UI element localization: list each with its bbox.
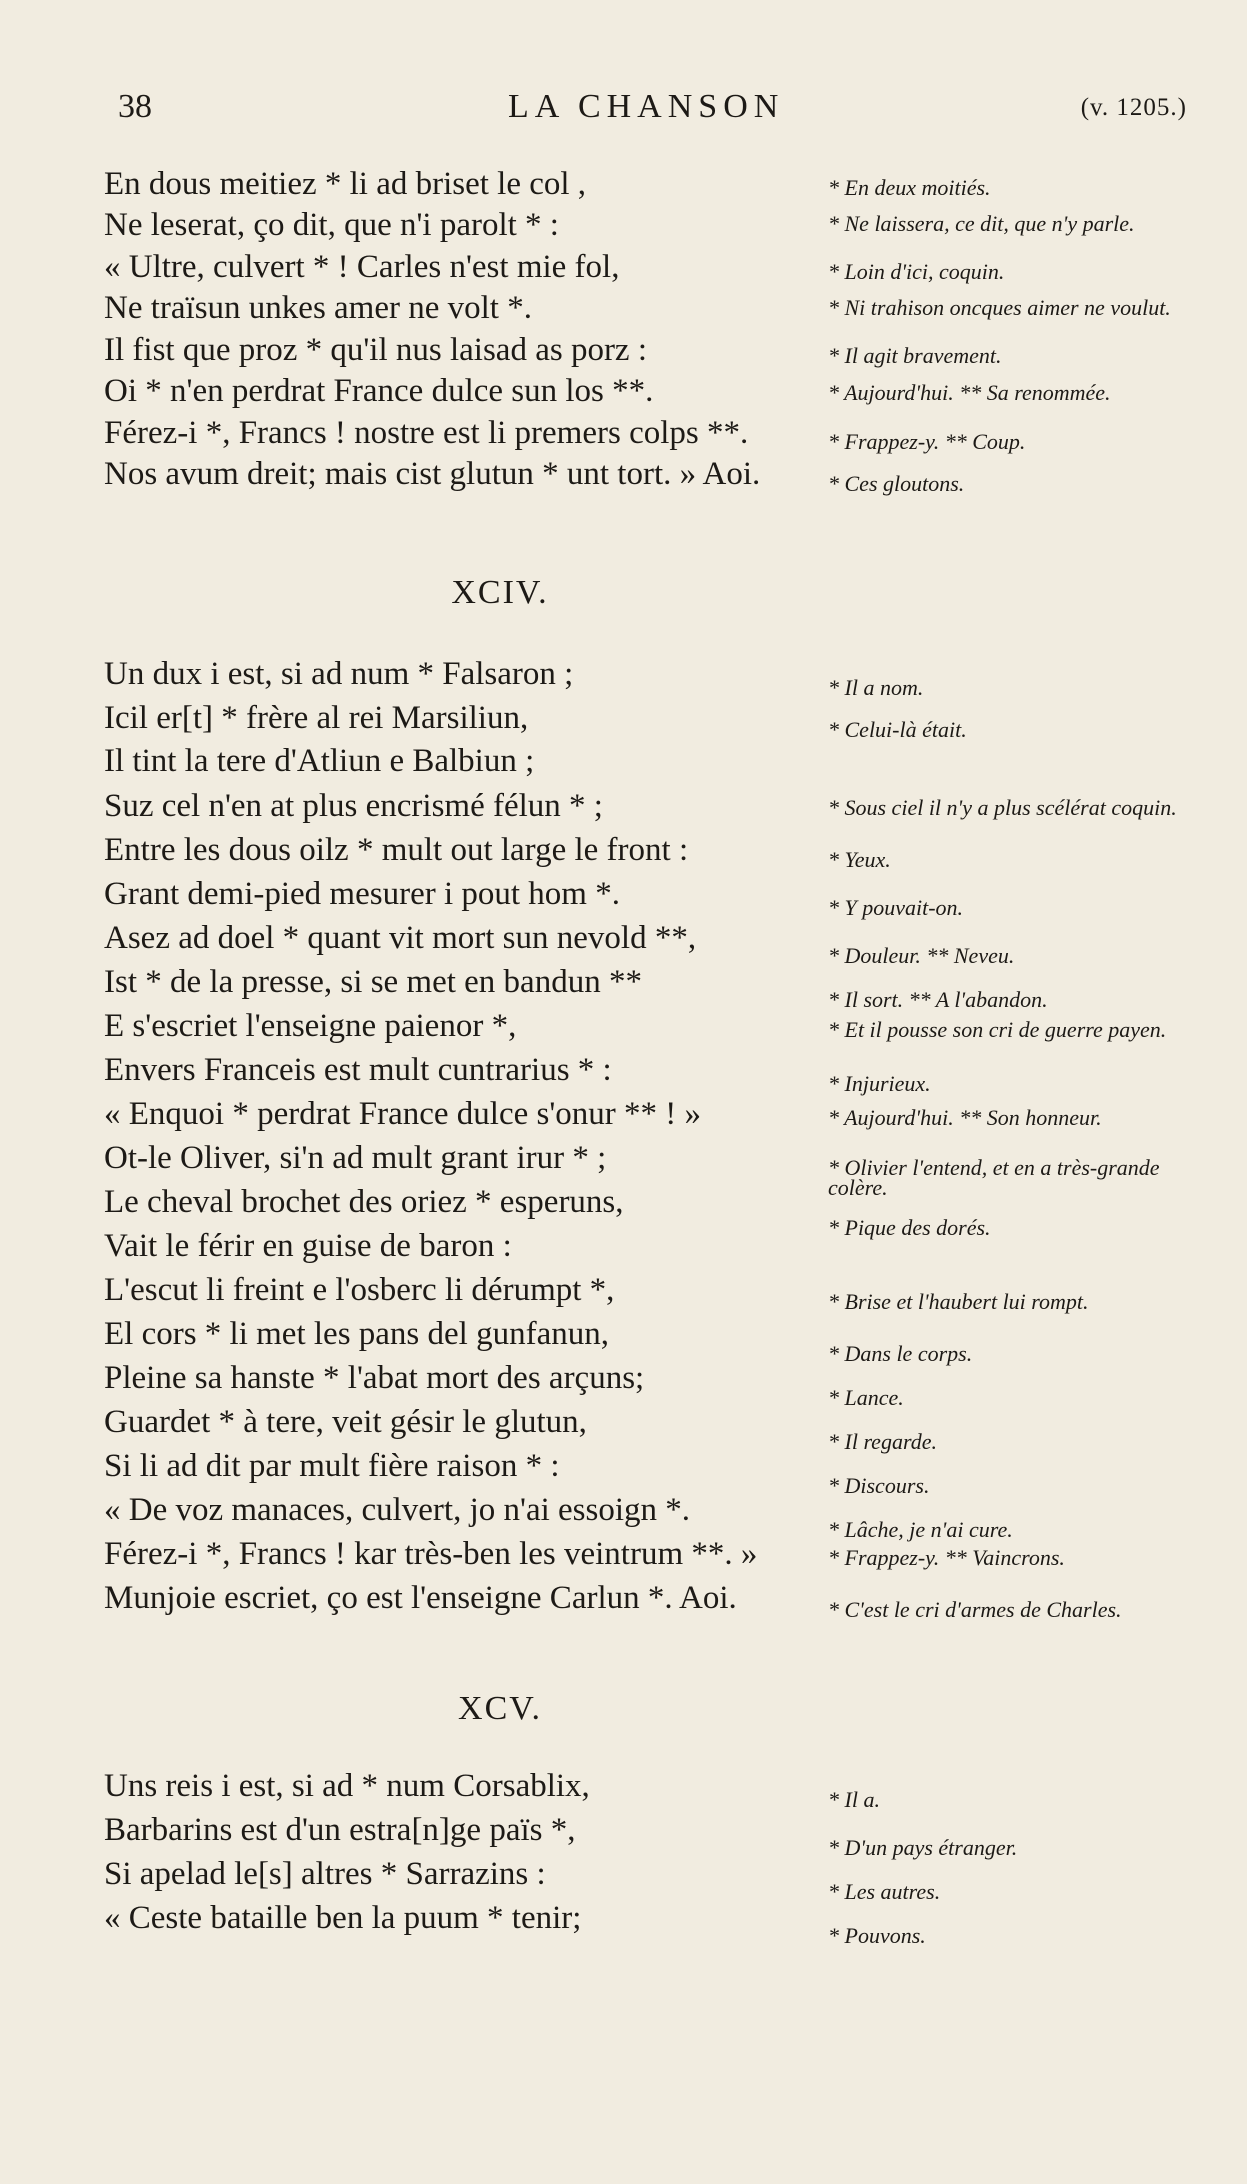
verse-line: « De voz manaces, culvert, jo n'ai essoign *. xyxy=(104,1492,691,1528)
stanza-heading: XCV. xyxy=(458,1690,542,1727)
gloss-note: * Loin d'ici, coquin. xyxy=(828,259,1005,284)
verse-line: El cors * li met les pans del gunfanun, xyxy=(104,1316,609,1352)
verse-line: Il tint la tere d'Atliun e Balbiun ; xyxy=(104,743,535,779)
verse-line: Envers Franceis est mult cuntrarius * : xyxy=(104,1052,612,1088)
gloss-note: * Discours. xyxy=(828,1473,930,1498)
running-header xyxy=(118,88,1207,136)
verse-line: Nos avum dreit; mais cist glutun * unt tort. » Aoi. xyxy=(104,456,761,492)
running-title: LA CHANSON xyxy=(508,88,785,125)
gloss-note: * Sous ciel il n'y a plus scélérat coquin. xyxy=(828,795,1177,820)
gloss-note: * Frappez-y. ** Coup. xyxy=(828,429,1026,454)
gloss-note: * Lâche, je n'ai cure. xyxy=(828,1517,1013,1542)
stanza-heading: XCIV. xyxy=(451,574,549,611)
verse-line: Un dux i est, si ad num * Falsaron ; xyxy=(104,656,574,692)
verse-line: Suz cel n'en at plus encrismé félun * ; xyxy=(104,788,603,824)
page-number: 38 xyxy=(118,88,152,125)
verse-line: Si li ad dit par mult fière raison * : xyxy=(104,1448,560,1484)
verse-reference: (v. 1205.) xyxy=(1080,94,1187,121)
gloss-note: * Et il pousse son cri de guerre payen. xyxy=(828,1017,1167,1042)
verse-line: Icil er[t] * frère al rei Marsiliun, xyxy=(104,700,529,736)
gloss-note: * Injurieux. xyxy=(828,1071,931,1096)
gloss-note: * Pouvons. xyxy=(828,1923,926,1948)
gloss-note: * Douleur. ** Neveu. xyxy=(828,943,1015,968)
verse-line: Ist * de la presse, si se met en bandun ** xyxy=(104,964,642,1000)
verse-line: Ne leserat, ço dit, que n'i parolt * : xyxy=(104,207,559,243)
gloss-note: * Olivier l'entend, et en a très-grande colère. xyxy=(828,1155,1160,1200)
verse-line: « Enquoi * perdrat France dulce s'onur ** ! » xyxy=(104,1096,702,1132)
verse-line: Férez-i *, Francs ! nostre est li premers colps **. xyxy=(104,415,749,451)
verse-line: Pleine sa hanste * l'abat mort des arçuns; xyxy=(104,1360,645,1396)
verse-line: E s'escriet l'enseigne paienor *, xyxy=(104,1008,517,1044)
gloss-note: * Pique des dorés. xyxy=(828,1215,991,1240)
verse-line: Oi * n'en perdrat France dulce sun los **. xyxy=(104,373,654,409)
verse-line: Uns reis i est, si ad * num Corsablix, xyxy=(104,1768,590,1804)
verse-line: Ne traïsun unkes amer ne volt *. xyxy=(104,290,532,326)
gloss-note: * Il a nom. xyxy=(828,675,924,700)
verse-line: L'escut li freint e l'osberc li dérumpt *, xyxy=(104,1272,615,1308)
gloss-note: * Il a. xyxy=(828,1787,880,1812)
gloss-note: * Il sort. ** A l'abandon. xyxy=(828,987,1048,1012)
gloss-note: * C'est le cri d'armes de Charles. xyxy=(828,1597,1122,1622)
gloss-note: * D'un pays étranger. xyxy=(828,1835,1018,1860)
verse-line: Si apelad le[s] altres * Sarrazins : xyxy=(104,1856,546,1892)
gloss-note: * Y pouvait-on. xyxy=(828,895,964,920)
gloss-note: * Ces gloutons. xyxy=(828,471,965,496)
verse-line: Entre les dous oilz * mult out large le front : xyxy=(104,832,689,868)
verse-line: « Ceste bataille ben la puum * tenir; xyxy=(104,1900,582,1936)
verse-line: Guardet * à tere, veit gésir le glutun, xyxy=(104,1404,587,1440)
verse-line: Munjoie escriet, ço est l'enseigne Carlun *. Aoi. xyxy=(104,1580,737,1616)
verse-line: Barbarins est d'un estra[n]ge païs *, xyxy=(104,1812,576,1848)
gloss-note: * Frappez-y. ** Vaincrons. xyxy=(828,1545,1065,1570)
verse-line: Grant demi-pied mesurer i pout hom *. xyxy=(104,876,620,912)
gloss-note: * Les autres. xyxy=(828,1879,941,1904)
verse-line: Asez ad doel * quant vit mort sun nevold **, xyxy=(104,920,697,956)
verse-line: Il fist que proz * qu'il nus laisad as porz : xyxy=(104,332,648,368)
verse-line: En dous meitiez * li ad briset le col , xyxy=(104,166,587,202)
gloss-note: * Aujourd'hui. ** Son honneur. xyxy=(828,1105,1102,1130)
gloss-note: * Ni trahison oncques aimer ne voulut. xyxy=(828,295,1171,320)
gloss-note: * Ne laissera, ce dit, que n'y parle. xyxy=(828,211,1135,236)
gloss-note: * Dans le corps. xyxy=(828,1341,973,1366)
gloss-note: * En deux moitiés. xyxy=(828,175,991,200)
gloss-note: * Brise et l'haubert lui rompt. xyxy=(828,1289,1089,1314)
gloss-note: * Il regarde. xyxy=(828,1429,937,1454)
gloss-note: * Aujourd'hui. ** Sa renommée. xyxy=(828,380,1111,405)
verse-line: Férez-i *, Francs ! kar très-ben les veintrum **. » xyxy=(104,1536,758,1572)
gloss-note: * Lance. xyxy=(828,1385,904,1410)
verse-line: Vait le férir en guise de baron : xyxy=(104,1228,512,1264)
gloss-note: * Yeux. xyxy=(828,847,891,872)
gloss-note: * Celui-là était. xyxy=(828,717,967,742)
verse-line: Le cheval brochet des oriez * esperuns, xyxy=(104,1184,624,1220)
verse-line: « Ultre, culvert * ! Carles n'est mie fol, xyxy=(104,249,620,285)
verse-line: Ot-le Oliver, si'n ad mult grant irur * ; xyxy=(104,1140,607,1176)
gloss-note: * Il agit bravement. xyxy=(828,343,1002,368)
